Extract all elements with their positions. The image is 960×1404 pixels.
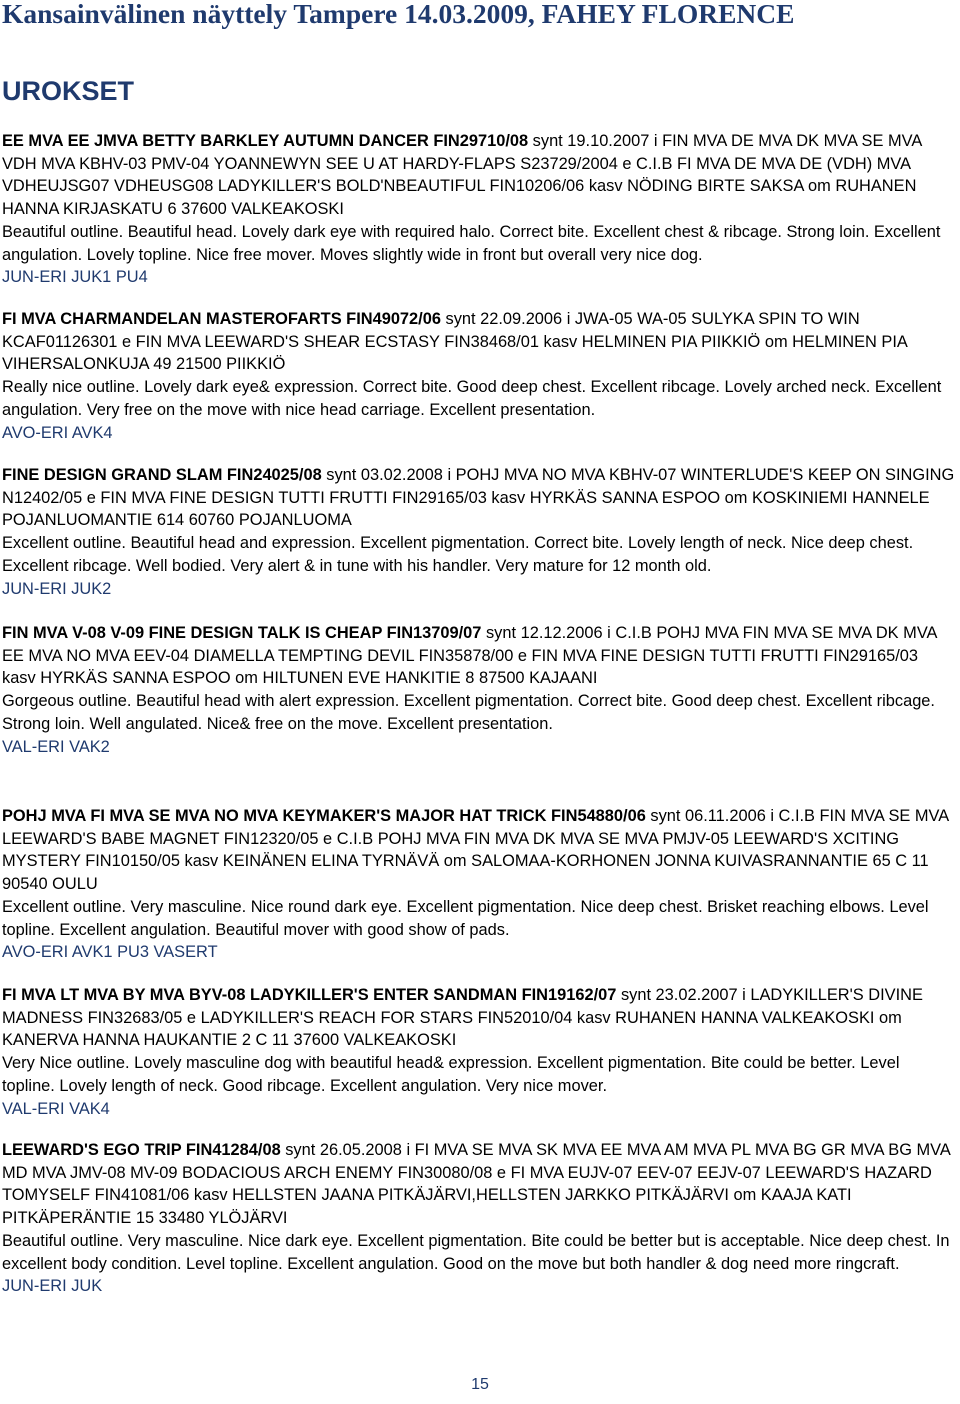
dog-entry <box>2 464 956 600</box>
document-title: Kansainvälinen näyttely Tampere 14.03.2009, FAHEY FLORENCE <box>2 0 795 29</box>
award-result: JUN-ERI JUK2 <box>2 579 112 598</box>
dog-entry <box>2 984 956 1120</box>
dog-name: LEEWARD'S EGO TRIP FIN41284/08 <box>2 1141 281 1159</box>
dog-pedigree <box>2 464 956 532</box>
section-heading: UROKSET <box>2 76 135 106</box>
dog-entry <box>2 1139 956 1298</box>
award-result: AVO-ERI AVK4 <box>2 423 113 442</box>
pedigree-text: synt 06.11.2006 i C.I.B FIN MVA SE MVA LEEWARD'S BABE MAGNET FIN12320/05 e C.I.B POHJ MVA FIN MVA DK MVA SE MVA PMJV-05 LEEWARD'S XCITING MYSTERY FIN10150/05 kasv KEINÄNEN ELINA TYRNÄVÄ om SALOMAA-KORHONEN JONNA KUIVASRANNANTIE 65 C 11 90540 OULU <box>2 807 949 894</box>
award-result: VAL-ERI VAK4 <box>2 1099 110 1118</box>
award-result: VAL-ERI VAK2 <box>2 737 110 756</box>
dog-name: POHJ MVA FI MVA SE MVA NO MVA KEYMAKER'S MAJOR HAT TRICK FIN54880/06 <box>2 807 646 825</box>
award-result: JUN-ERI JUK1 PU4 <box>2 268 148 287</box>
page-number: 15 <box>471 1376 489 1393</box>
pedigree-text: synt 26.05.2008 i FI MVA SE MVA SK MVA EE MVA AM MVA PL MVA BG GR MVA BG MVA MD MVA JMV-08 MV-09 BODACIOUS ARCH ENEMY FIN30080/08 e FI MVA EUJV-07 EEV-07 EEJV-07 LEEWARD'S HAZARD TOMYSELF FIN41081/06 kasv HELLSTEN JAANA PITKÄJÄRVI,HELLSTEN JARKKO PITKÄJÄRVI om KAAJA KATI PITKÄPERÄNTIE 15 33480 YLÖJÄRVI <box>2 1141 950 1228</box>
dog-name: FI MVA LT MVA BY MVA BYV-08 LADYKILLER'S ENTER SANDMAN FIN19162/07 <box>2 986 617 1004</box>
pedigree-text: synt 22.09.2006 i JWA-05 WA-05 SULYKA SPIN TO WIN KCAF01126301 e FIN MVA LEEWARD'S SHEAR ECSTASY FIN38468/01 kasv HELMINEN PIA PIIKKIÖ om HELMINEN PIA VIHERSALONKUJA 49 21500 PIIKKIÖ <box>2 310 907 374</box>
judge-critique: Excellent outline. Beautiful head and expression. Excellent pigmentation. Correct bite. Lovely length of neck. Nice deep chest. Excellent ribcage. Well bodied. Very alert & in tune with his handler. Very mature for 12 month old. <box>2 534 914 575</box>
dog-name: FI MVA CHARMANDELAN MASTEROFARTS FIN49072/06 <box>2 310 441 328</box>
pedigree-text: synt 03.02.2008 i POHJ MVA NO MVA KBHV-07 WINTERLUDE'S KEEP ON SINGING N12402/05 e FIN MVA FINE DESIGN TUTTI FRUTTI FIN29165/03 kasv HYRKÄS SANNA ESPOO om KOSKINIEMI HANNELE POJANLUOMANTIE 614 60760 POJANLUOMA <box>2 466 955 530</box>
dog-pedigree <box>2 984 956 1052</box>
dog-entry <box>2 622 956 758</box>
judge-critique: Very Nice outline. Lovely masculine dog with beautiful head& expression. Excellent pigmentation. Bite could be better. Level topline. Lovely length of neck. Good ribcage. Excellent angulation. Very nice mover. <box>2 1054 900 1095</box>
dog-name: FINE DESIGN GRAND SLAM FIN24025/08 <box>2 466 322 484</box>
dog-pedigree <box>2 622 956 690</box>
judge-critique: Beautiful outline. Very masculine. Nice dark eye. Excellent pigmentation. Bite could be better but is acceptable. Nice deep chest. In excellent body condition. Level topline. Excellent angulation. Good on the move but both handler & dog need more ringcraft. <box>2 1231 950 1273</box>
judge-critique: Excellent outline. Very masculine. Nice round dark eye. Excellent pigmentation. Nice deep chest. Brisket reaching elbows. Level topline. Excellent angulation. Beautiful mover with good show of pads. <box>2 897 929 939</box>
pedigree-text: synt 23.02.2007 i LADYKILLER'S DIVINE MADNESS FIN32683/05 e LADYKILLER'S REACH FOR STARS FIN52010/04 kasv RUHANEN HANNA VALKEAKOSKI om KANERVA HANNA HAUKANTIE 2 C 11 37600 VALKEAKOSKI <box>2 986 923 1050</box>
dog-entry <box>2 308 956 444</box>
judge-critique: Gorgeous outline. Beautiful head with alert expression. Excellent pigmentation. Correct bite. Good deep chest. Excellent ribcage. Strong loin. Well angulated. Nice& free on the move. Excellent presentation. <box>2 692 935 733</box>
dog-name: FIN MVA V-08 V-09 FINE DESIGN TALK IS CHEAP FIN13709/07 <box>2 624 482 642</box>
dog-entry <box>2 805 956 964</box>
award-result: AVO-ERI AVK1 PU3 VASERT <box>2 943 218 962</box>
dog-pedigree <box>2 805 956 896</box>
pedigree-text: synt 19.10.2007 i FIN MVA DE MVA DK MVA SE MVA VDH MVA KBHV-03 PMV-04 YOANNEWYN SEE U AT HARDY-FLAPS S23729/2004 e C.I.B FI MVA DE MVA DE (VDH) MVA VDHEUJSG07 VDHEUSG08 LADYKILLER'S BOLD'NBEAUTIFUL FIN10206/06 kasv NÖDING BIRTE SAKSA om RUHANEN HANNA KIRJASKATU 6 37600 VALKEAKOSKI <box>2 132 922 219</box>
dog-pedigree <box>2 308 956 376</box>
judge-critique: Really nice outline. Lovely dark eye& expression. Correct bite. Good deep chest. Excellent ribcage. Lovely arched neck. Excellent angulation. Very free on the move with nice head carriage. Excellent presentation. <box>2 378 942 419</box>
dog-pedigree <box>2 130 956 221</box>
dog-pedigree <box>2 1139 956 1230</box>
dog-entry <box>2 130 956 289</box>
pedigree-text: synt 12.12.2006 i C.I.B POHJ MVA FIN MVA SE MVA DK MVA EE MVA NO MVA EEV-04 DIAMELLA TEMPTING DEVIL FIN35878/00 e FIN MVA FINE DESIGN TUTTI FRUTTI FIN29165/03 kasv HYRKÄS SANNA ESPOO om HILTUNEN EVE HANKITIE 8 87500 KAJAANI <box>2 624 937 688</box>
judge-critique: Beautiful outline. Beautiful head. Lovely dark eye with required halo. Correct bite. Excellent chest & ribcage. Strong loin. Excellent angulation. Lovely topline. Nice free mover. Moves slightly wide in front but overall very nice dog. <box>2 222 941 264</box>
dog-name: EE MVA EE JMVA BETTY BARKLEY AUTUMN DANCER FIN29710/08 <box>2 132 529 150</box>
award-result: JUN-ERI JUK <box>2 1277 103 1296</box>
